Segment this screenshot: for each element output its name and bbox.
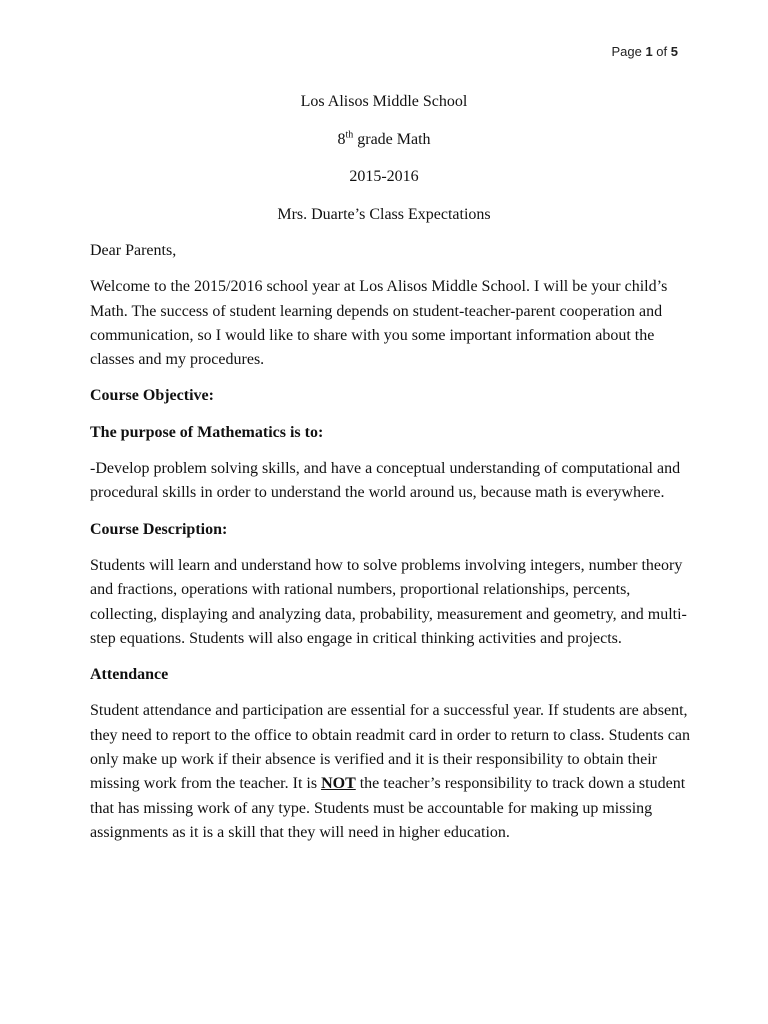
document-title: Mrs. Duarte’s Class Expectations bbox=[277, 205, 491, 223]
current-page: 1 bbox=[645, 44, 653, 59]
page-prefix: Page bbox=[611, 44, 642, 59]
attendance-heading: Attendance bbox=[90, 666, 169, 684]
letter-body bbox=[90, 239, 690, 857]
description-paragraph: Students will learn and understand how to solve problems involving integers, number theory and fractions, operations with rational numbers, proportional relationships, percents, collecting, displaying and analyzing data, probability, measurement and geometry, and multi-step equations. Students will also engage in critical thinking activities and projects. bbox=[90, 556, 687, 647]
page-separator: of bbox=[656, 44, 668, 59]
grade-line bbox=[0, 130, 768, 150]
school-name: Los Alisos Middle School bbox=[300, 93, 468, 110]
total-pages: 5 bbox=[670, 44, 678, 59]
attendance-text-end: the teacher’s responsibility to track down a student that has missing work of any type. Students must be accountable for making up missing assignments as it is a skill that they will need in higher education. bbox=[90, 775, 686, 841]
page-indicator bbox=[611, 44, 678, 59]
salutation: Dear Parents, bbox=[90, 242, 177, 259]
purpose-heading: The purpose of Mathematics is to: bbox=[90, 423, 324, 441]
intro-paragraph: Welcome to the 2015/2016 school year at Los Alisos Middle School. I will be your child’s Math. The success of student learning depends on student-teacher-parent cooperation and communication, so I would like to share with you some important information about the classes and my procedures. bbox=[90, 278, 668, 369]
grade-subject: grade Math bbox=[357, 130, 431, 148]
document-header bbox=[0, 92, 768, 242]
school-year: 2015-2016 bbox=[349, 168, 419, 185]
grade-number: 8 bbox=[337, 130, 346, 148]
purpose-paragraph: -Develop problem solving skills, and have a conceptual understanding of computational and procedural skills in order to understand the world around us, because math is everywhere. bbox=[90, 460, 681, 502]
attendance-paragraph bbox=[90, 699, 690, 845]
attendance-text-start: Student attendance and participation are essential for a successful year. If students are absent, they need to report to the office to obtain readmit card in order to return to class. Students can only make up work if their absence is verified and it is their responsibility to obtain their missing work from the teacher. It is bbox=[90, 702, 690, 793]
objective-heading: Course Objective: bbox=[90, 387, 214, 405]
grade-suffix: th bbox=[345, 129, 354, 141]
description-heading: Course Description: bbox=[90, 520, 228, 538]
attendance-emphasis: NOT bbox=[321, 775, 356, 793]
